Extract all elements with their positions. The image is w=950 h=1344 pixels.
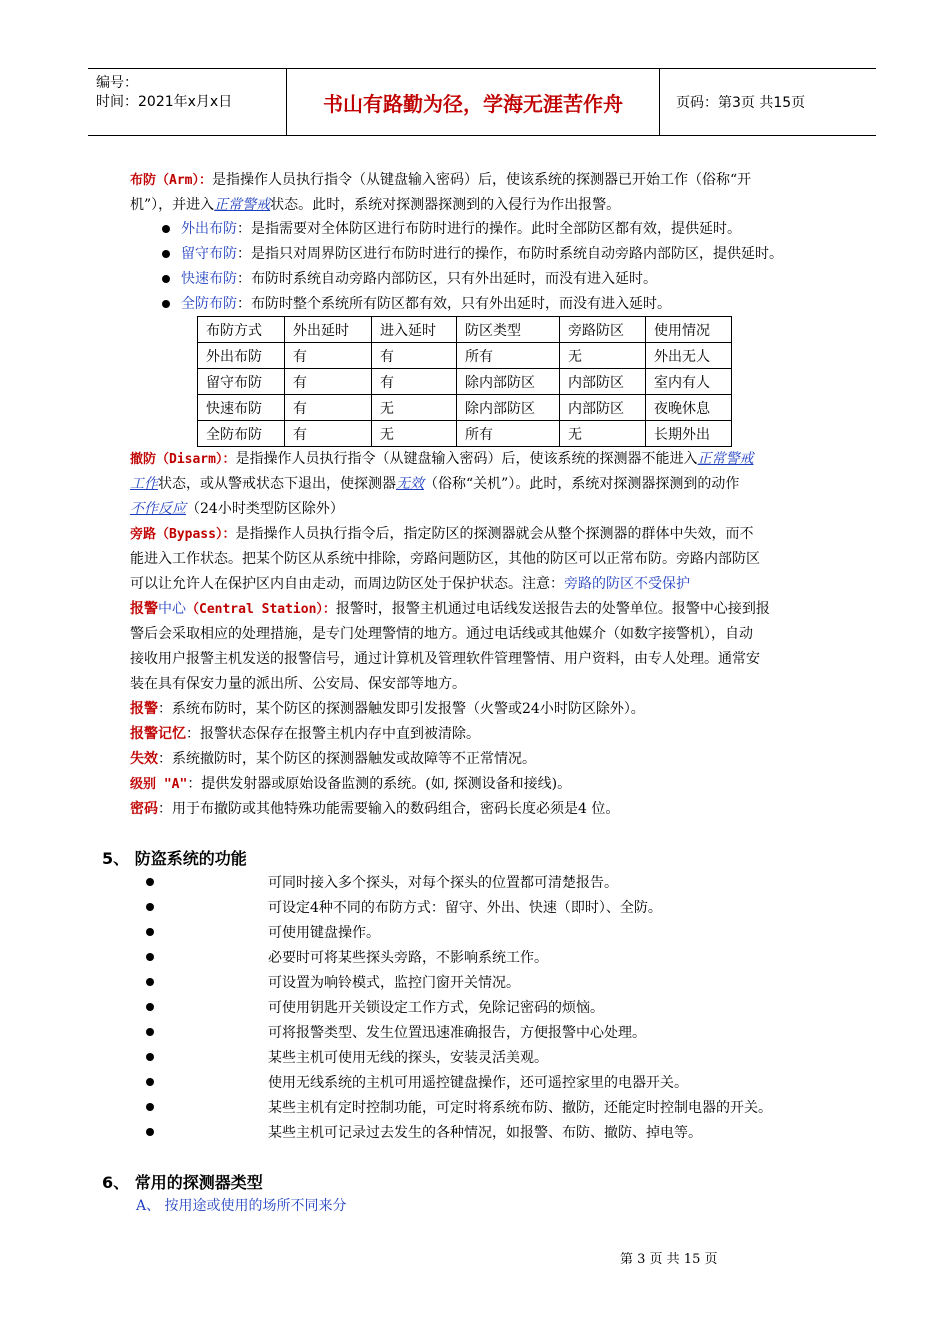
list-item: 某些主机可使用无线的探头，安装灵活美观。 <box>268 1050 548 1066</box>
password-text: ：用于布撤防或其他特殊功能需要输入的数码组合，密码长度必须是4 位。 <box>158 801 620 817</box>
failure-line <box>130 749 536 769</box>
table-cell: 长期外出 <box>646 421 732 447</box>
table-cell: 全防布防 <box>198 421 285 447</box>
page-footer: 第 3 页 共 15 页 <box>620 1252 718 1267</box>
central-term-red: 报警 <box>130 601 158 617</box>
bypass-line-3 <box>130 574 690 594</box>
table-row <box>198 369 732 395</box>
table-cell: 有 <box>285 343 372 369</box>
table-cell: 内部防区 <box>560 369 646 395</box>
table-header-cell: 使用情况 <box>646 317 732 343</box>
list-item: 可设定4种不同的布防方式：留守、外出、快速（即时）、全防。 <box>268 900 662 916</box>
arm-mode-text: ：布防时整个系统所有防区都有效，只有外出延时，而没有进入延时。 <box>237 296 671 312</box>
table-cell: 除内部防区 <box>457 369 560 395</box>
list-item: 可使用钥匙开关锁设定工作方式，免除记密码的烦恼。 <box>268 1000 604 1016</box>
bullet-icon <box>146 903 154 911</box>
level-a-line <box>130 774 571 795</box>
failure-term: 失效 <box>130 751 158 767</box>
header-time: 时间：2021年x月x日 <box>96 94 233 110</box>
alarm-memory-text: ：报警状态保存在报警主机内存中直到被清除。 <box>186 726 480 742</box>
alarm-term: 报警 <box>130 701 158 717</box>
bullet-icon <box>146 1128 154 1136</box>
level-a-text: ：提供发射器或原始设备监测的系统。(如, 探测设备和接线)。 <box>187 776 572 792</box>
section-6-subtitle-a: A、 按用途或使用的场所不同来分 <box>136 1198 347 1214</box>
alarm-memory-term-blue: 记忆 <box>158 726 186 742</box>
table-cell: 有 <box>285 395 372 421</box>
arm-mode-term: 留守布防 <box>181 246 237 262</box>
table-cell: 所有 <box>457 421 560 447</box>
arm-mode-item <box>181 269 657 289</box>
list-item: 可使用键盘操作。 <box>268 925 380 941</box>
table-cell: 夜晚休息 <box>646 395 732 421</box>
central-line-3: 接收用户报警主机发送的报警信号，通过计算机及管理软件管理警情、用户资料，由专人处理。通常安 <box>130 651 760 667</box>
arm-mode-item <box>181 244 783 264</box>
work-link[interactable]: 工作 <box>130 476 158 492</box>
arm-mode-text: ：是指只对周界防区进行布防时进行的操作，布防时系统自动旁路内部防区，提供延时。 <box>237 246 783 262</box>
central-line-1 <box>130 599 770 620</box>
central-line-2: 警后会采取相应的处理措施，是专门处理警情的地方。通过电话线或其他媒介（如数字接警机），自动 <box>130 626 753 642</box>
normal-guard-link[interactable]: 正常警戒 <box>697 451 754 467</box>
header-motto: 书山有路勤为径，学海无涯苦作舟 <box>287 69 660 135</box>
bypass-text-1: 是指操作人员执行指令后，指定防区的探测器就会从整个探测器的群体中失效，而不 <box>235 526 754 542</box>
arm-mode-term: 外出布防 <box>181 221 237 237</box>
password-term: 密码 <box>130 801 158 817</box>
level-a-term: 级别 "A" <box>130 777 188 792</box>
bullet-icon <box>162 275 170 283</box>
bullet-icon <box>146 928 154 936</box>
table-row <box>198 421 732 447</box>
arm-text-1: 是指操作人员执行指令（从键盘输入密码）后，使该系统的探测器已开始工作（俗称“开 <box>211 172 752 188</box>
normal-guard-link[interactable]: 正常警戒 <box>214 197 271 213</box>
section-6-title: 6、 常用的探测器类型 <box>102 1173 263 1192</box>
arm-mode-item <box>181 294 671 314</box>
table-row <box>198 343 732 369</box>
table-header-cell: 旁路防区 <box>560 317 646 343</box>
arm-line-1 <box>130 170 751 191</box>
page-header <box>88 68 876 136</box>
table-cell: 所有 <box>457 343 560 369</box>
central-line-4: 装在具有保安力量的派出所、公安局、保安部等地方。 <box>130 676 466 692</box>
table-cell: 内部防区 <box>560 395 646 421</box>
table-cell: 有 <box>285 421 372 447</box>
table-cell: 有 <box>372 343 457 369</box>
bullet-icon <box>162 225 170 233</box>
disarm-line-2 <box>130 474 739 494</box>
table-header-cell: 外出延时 <box>285 317 372 343</box>
header-page-number <box>668 69 876 135</box>
table-cell: 外出无人 <box>646 343 732 369</box>
arm-line-2 <box>130 195 620 215</box>
header-page-label: 页码：第3页 共15页 <box>676 95 806 111</box>
alarm-text: ：系统布防时，某个防区的探测器触发即引发报警（火警或24小时防区除外）。 <box>158 701 645 717</box>
alarm-line <box>130 699 645 719</box>
bullet-icon <box>146 978 154 986</box>
bypass-line-2: 能进入工作状态。把某个防区从系统中排除，旁路问题防区，其他的防区可以正常布防。旁路内部防区 <box>130 551 760 567</box>
bullet-icon <box>146 1103 154 1111</box>
bullet-icon <box>146 1003 154 1011</box>
list-item: 可将报警类型、发生位置迅速准确报告，方便报警中心处理。 <box>268 1025 646 1041</box>
table-header-row <box>198 317 732 343</box>
table-header-cell: 防区类型 <box>457 317 560 343</box>
list-item: 可同时接入多个探头，对每个探头的位置都可清楚报告。 <box>268 875 618 891</box>
arm-text-2b: 状态。此时，系统对探测器探测到的入侵行为作出报警。 <box>270 197 621 213</box>
header-number: 编号： <box>96 75 138 91</box>
bullet-icon <box>162 250 170 258</box>
table-cell: 无 <box>372 395 457 421</box>
table-cell: 无 <box>560 343 646 369</box>
table-header-cell: 进入延时 <box>372 317 457 343</box>
bullet-icon <box>146 1078 154 1086</box>
arm-mode-table <box>197 316 732 447</box>
list-item: 使用无线系统的主机可用遥控键盘操作，还可遥控家里的电器开关。 <box>268 1075 688 1091</box>
password-line <box>130 799 619 819</box>
arm-mode-term: 全防布防 <box>181 296 237 312</box>
alarm-memory-line <box>130 724 480 744</box>
table-header-cell: 布防方式 <box>198 317 285 343</box>
arm-term: 布防（Arm）： <box>130 173 212 188</box>
disarm-term: 撤防（Disarm）： <box>130 452 236 467</box>
invalid-link[interactable]: 无效 <box>396 476 424 492</box>
bullet-icon <box>162 300 170 308</box>
central-term-blue: 中心 <box>158 601 186 617</box>
disarm-text-3: （俗称“关机”）。此时，系统对探测器探测到的动作 <box>424 476 740 492</box>
section-5-title: 5、 防盗系统的功能 <box>102 849 247 868</box>
table-cell: 快速布防 <box>198 395 285 421</box>
list-item: 必要时可将某些探头旁路，不影响系统工作。 <box>268 950 548 966</box>
arm-text-2a: 机”），并进入 <box>130 197 215 213</box>
no-response-link[interactable]: 不作反应 <box>130 501 186 517</box>
bullet-icon <box>146 1053 154 1061</box>
list-item: 可设置为响铃模式，监控门窗开关情况。 <box>268 975 520 991</box>
bullet-icon <box>146 1028 154 1036</box>
table-cell: 留守布防 <box>198 369 285 395</box>
arm-mode-text: ：是指需要对全体防区进行布防时进行的操作。此时全部防区都有效，提供延时。 <box>237 221 741 237</box>
table-cell: 无 <box>372 421 457 447</box>
bypass-term: 旁路（Bypass）： <box>130 527 236 542</box>
arm-mode-term: 快速布防 <box>181 271 237 287</box>
alarm-memory-term-red: 报警 <box>130 726 158 742</box>
list-item: 某些主机有定时控制功能，可定时将系统布防、撤防，还能定时控制电器的开关。 <box>268 1100 772 1116</box>
table-cell: 室内有人 <box>646 369 732 395</box>
disarm-line-3 <box>130 499 344 519</box>
disarm-text-4: （24小时类型防区除外） <box>186 501 344 517</box>
table-cell: 有 <box>285 369 372 395</box>
disarm-text-2: 状态，或从警戒状态下退出，使探测器 <box>158 476 396 492</box>
list-item: 某些主机可记录过去发生的各种情况，如报警、布防、撤防、掉电等。 <box>268 1125 702 1141</box>
central-term-rest: （Central Station）： <box>186 602 336 617</box>
table-row <box>198 395 732 421</box>
disarm-text-1: 是指操作人员执行指令（从键盘输入密码）后，使该系统的探测器不能进入 <box>235 451 698 467</box>
table-cell: 有 <box>372 369 457 395</box>
bypass-text-3: 可以让允许人在保护区内自由走动，而周边防区处于保护状态。注意： <box>130 576 564 592</box>
table-cell: 无 <box>560 421 646 447</box>
bypass-note: 旁路的防区不受保护 <box>564 576 690 592</box>
arm-mode-text: ：布防时系统自动旁路内部防区，只有外出延时，而没有进入延时。 <box>237 271 657 287</box>
bullet-icon <box>146 953 154 961</box>
table-cell: 除内部防区 <box>457 395 560 421</box>
central-text-1: 报警时，报警主机通过电话线发送报告去的处警单位。报警中心接到报 <box>335 601 770 617</box>
arm-mode-item <box>181 219 741 239</box>
header-meta-cell <box>88 69 287 135</box>
bypass-line-1 <box>130 524 753 545</box>
failure-text: ：系统撤防时，某个防区的探测器触发或故障等不正常情况。 <box>158 751 536 767</box>
bullet-icon <box>146 878 154 886</box>
disarm-line-1 <box>130 449 753 470</box>
table-cell: 外出布防 <box>198 343 285 369</box>
